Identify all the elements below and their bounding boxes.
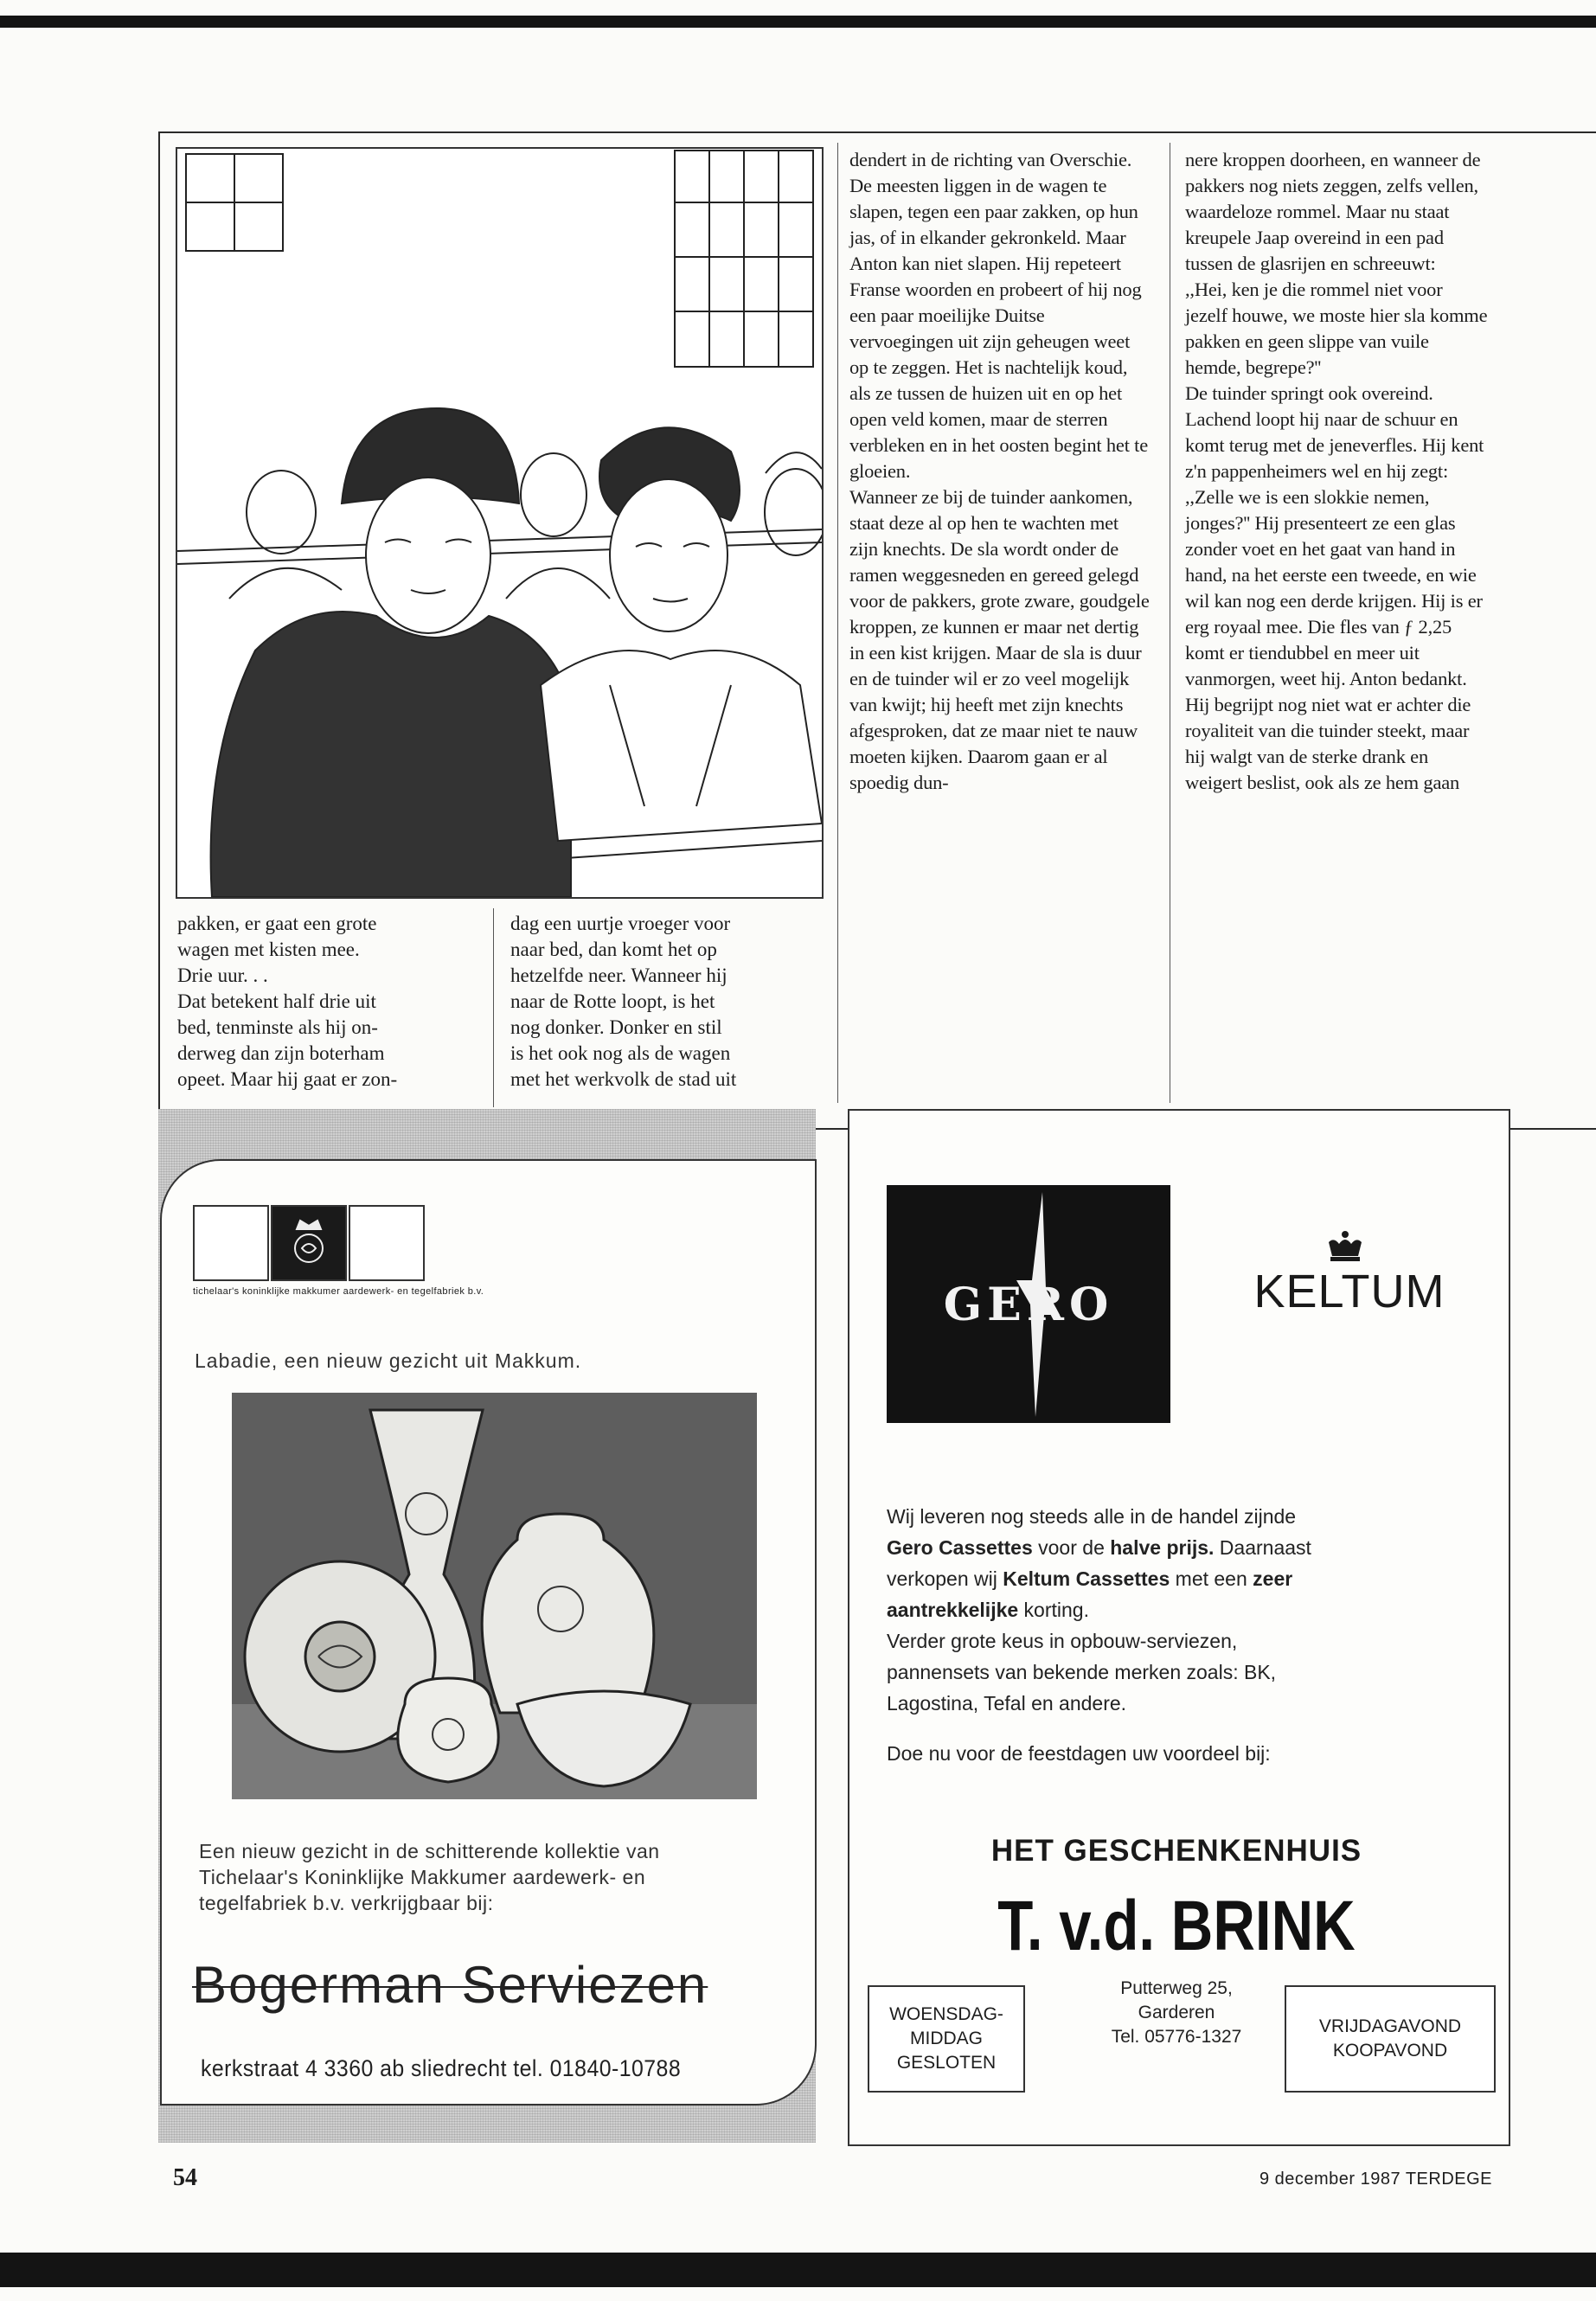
ceramics-photo <box>232 1393 757 1799</box>
keltum-wordmark: KELTUM <box>1253 1266 1445 1317</box>
paragraph: Wanneer ze bij de tuinder aankomen, staat deze al op hen te wachten met zijn knechts. De sla wordt onder de ramen weggesneden en gereed gelegd voor de pakkers, grote zware, goudgele kroppen, ze kunnen er maar net dertig in een kist krijgen. Maar de sla is duur en de tuinder wil er zo veel mogelijk van kwijt; hij heeft met zijn knechts afgesproken, dat ze maar niet te nauw moeten kijken. Daarom gaan er al spoedig dun- <box>849 486 1150 793</box>
keltum-crown-icon <box>1324 1230 1367 1267</box>
paragraph: ,,Hei, ken je die rommel niet voor jezelf houwe, we moste hier sla komme pakken en geen slippe van vuile hemde, begrepe?'' <box>1185 279 1488 378</box>
article-column-4 <box>1185 147 1488 796</box>
firm-name-line: tichelaar's koninklijke makkumer aardewerk- en tegelfabriek b.v. <box>193 1286 484 1297</box>
ad-offer-text <box>887 1501 1492 1769</box>
article-column-1: pakken, er gaat een grote wagen met kisten mee. Drie uur. . . Dat betekent half drie uit bed, tenminste als hij on- derweg dan zijn boterham opeet. Maar hij gaat er zon- <box>177 913 398 1090</box>
shop-name-bogerman: Bogerman Serviezen <box>192 1956 708 2014</box>
page-number: 54 <box>173 2164 197 2191</box>
top-border-bar <box>0 16 1596 28</box>
gero-wordmark: GERO <box>943 1279 1114 1331</box>
paragraph: dendert in de richting van Overschie. De meesten liggen in de wagen te slapen, tegen een paar zakken, op hun jas, of in elkander gekronkeld. Maar Anton kan niet slapen. Hij repeteert Franse woorden en probeert of hij nog een paar moeilijke Duitse vervoegingen uit zijn geheugen weet op te zeggen. Het is nachtelijk koud, als ze tussen de huizen uit en op het open veld komen, maar de sterren verbleken en in het oosten begint het te gloeien. <box>849 149 1149 482</box>
offer-line: aantrekkelijke korting. <box>887 1599 1089 1621</box>
column-divider <box>837 143 838 1103</box>
bottom-border-bar <box>0 2253 1596 2287</box>
offer-line: verkopen wij Keltum Cassettes met een zeer <box>887 1567 1293 1590</box>
article-column-3 <box>849 147 1151 796</box>
offer-line: Wij leveren nog steeds alle in de handel zijnde <box>887 1505 1297 1528</box>
offer-line: Verder grote keus in opbouw-serviezen, <box>887 1630 1238 1652</box>
open-hours-box: VRIJDAGAVOND KOOPAVOND <box>1285 1985 1496 2093</box>
crown-logo-icon <box>271 1205 347 1281</box>
shop-name-brink: T. v.d. BRINK <box>997 1887 1356 1965</box>
shop-address: kerkstraat 4 3360 ab sliedrecht tel. 01840-10788 <box>201 2055 682 2081</box>
article-column-2: dag een uurtje vroeger voor naar bed, dan komt het op hetzelfde neer. Wanneer hij naar de Rotte loopt, is het nog donker. Donker en stil is het ook nog als de wagen met het werkvolk de stad uit <box>510 913 737 1090</box>
paragraph: nere kroppen doorheen, en wanneer de pakkers nog niets zeggen, zelfs vellen, waardeloze rommel. Maar nu staat kreupele Jaap overeind in een pad tussen de glasrijen en schreeuwt: <box>1185 149 1481 274</box>
gero-logo <box>887 1185 1170 1423</box>
shop-heading: HET GESCHENKENHUIS <box>990 1834 1362 1868</box>
illustration-drawing <box>177 149 822 897</box>
ad-headline: Labadie, een nieuw gezicht uit Makkum. <box>195 1349 582 1372</box>
illustration-courtroom <box>176 147 824 899</box>
closed-hours-box: WOENSDAG- MIDDAG GESLOTEN <box>868 1985 1025 2093</box>
paragraph: De tuinder springt ook overeind. Lachend loopt hij naar de schuur en komt terug met de jeneverfles. Hij kent z'n pappenheimers wel en hij zegt: ,,Zelle we is een slokkie nemen, jonges?'' Hij presenteert ze een glas zonder voet en het gaat van hand in hand, na het eerste een tweede, en wie wil kan nog een derde krijgen. Hij is er erg royaal mee. Die fles van ƒ 2,25 komt er tiendubbel en meer uit vanmorgen, weet hij. Anton bedankt. Hij begrijpt nog niet wat er achter die royaliteit van die tuinder steekt, maar hij walgt van de sterke drank en weigert beslist, ook als ze hem gaan <box>1185 382 1484 793</box>
offer-line: pannensets van bekende merken zoals: BK, <box>887 1661 1277 1683</box>
ad-body-text: Een nieuw gezicht in de schitterende kollektie van Tichelaar's Koninklijke Makkumer aardewerk- en tegelfabriek b.v. verkrijgbaar bij: <box>199 1840 660 1914</box>
logo-box-right <box>349 1205 425 1281</box>
offer-line: Gero Cassettes voor de halve prijs. Daarnaast <box>887 1536 1311 1559</box>
issue-line: 9 december 1987 TERDEGE <box>1259 2170 1492 2189</box>
offer-line: Doe nu voor de feestdagen uw voordeel bij: <box>887 1742 1271 1765</box>
logo-box-left <box>193 1205 269 1281</box>
column-divider <box>493 908 494 1107</box>
offer-line: Lagostina, Tefal en andere. <box>887 1692 1127 1715</box>
brink-address: Putterweg 25, Garderen Tel. 05776-1327 <box>1111 1978 1242 2047</box>
